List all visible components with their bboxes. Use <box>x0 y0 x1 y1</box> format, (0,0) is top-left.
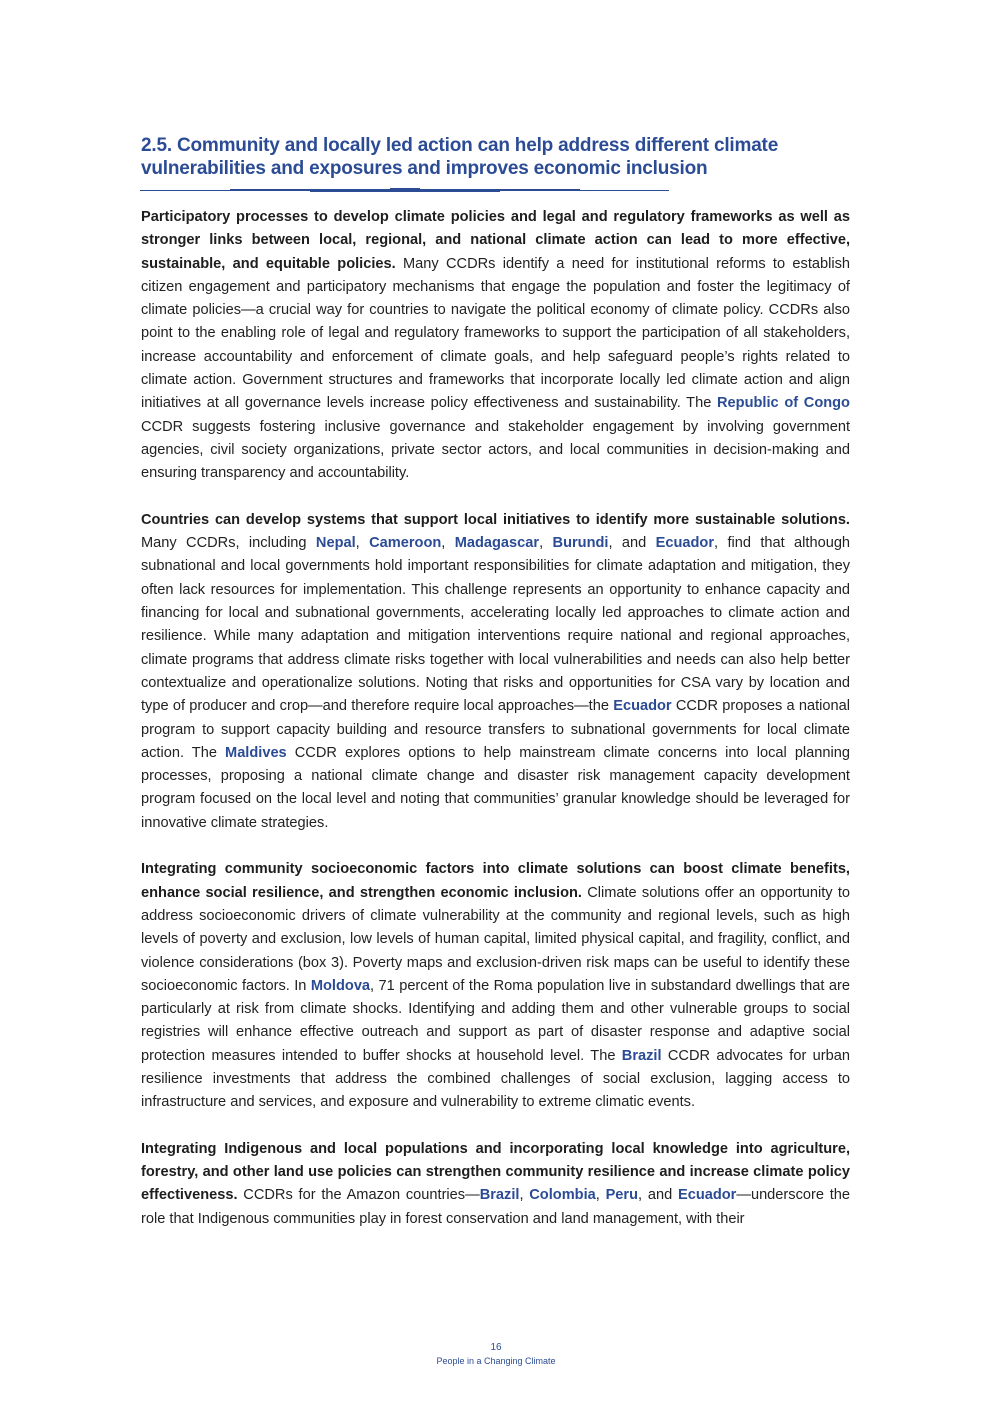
paragraph-text: CCDR explores options to help mainstream climate concerns into local planning processes, proposing a national climate change and disaster risk management capacity development program focused on the local level and noting that communities’ granular knowledge should be leveraged for innovative climate strategies. <box>141 744 850 831</box>
country-link-peru[interactable]: Peru <box>605 1187 639 1204</box>
country-link-colombia[interactable]: Colombia <box>529 1187 596 1204</box>
body-text <box>141 206 850 1254</box>
paragraph-text: Many CCDRs, including <box>141 535 316 552</box>
paragraph-lead: Integrating Indigenous and local populations and incorporating local knowledge into agriculture, forestry, and other land use policies can strengthen community resilience and increase climate policy effectiveness. <box>141 1140 850 1204</box>
paragraph-text: Many CCDRs identify a need for institutional reforms to establish citizen engagement and participatory mechanisms that engage the population and foster the legitimacy of climate policies—a crucial way for countries to navigate the political economy of climate policy. CCDRs also point to the enabling role of legal and regulatory frameworks to support the participation of all stakeholders, increase accountability and enforcement of climate goals, and help safeguard people’s rights related to climate action. Government structures and frameworks that incorporate locally led climate action and align initiatives at all governance levels increase policy effectiveness and sustainability. The <box>141 255 851 412</box>
section-heading <box>141 134 781 180</box>
paragraph-text: —underscore the role that Indigenous communities play in forest conservation and land management, with their <box>141 1187 851 1227</box>
country-link-ecuador[interactable]: Ecuador <box>677 1187 737 1204</box>
paragraph-text: , 71 percent of the Roma population live in substandard dwellings that are particularly at risk from climate shocks. Identifying and adding them and other vulnerable groups to social registries will enhance effective outreach and support as part of disaster response and adaptive social protection measures intended to buffer shocks at household level. The <box>141 977 850 1064</box>
country-link-maldives[interactable]: Maldives <box>225 744 287 761</box>
country-link-ecuador[interactable]: Ecuador <box>613 698 672 715</box>
footer-title: People in a Changing Climate <box>436 1356 556 1366</box>
country-link-brazil[interactable]: Brazil <box>479 1187 520 1204</box>
separator: , and <box>608 535 656 552</box>
paragraph-participatory-processes <box>141 206 850 486</box>
separator: , <box>539 535 553 552</box>
paragraph-lead: Integrating community socioeconomic factors into climate solutions can boost climate benefits, enhance social resilience, and strengthen economic inclusion. <box>141 861 850 901</box>
paragraph-text: CCDR proposes a national program to support capacity building and resource transfers to subnational governments for local climate action. The <box>141 698 851 761</box>
paragraph-lead: Countries can develop systems that support local initiatives to identify more sustainable solutions. <box>141 511 850 528</box>
heading-underline <box>140 188 669 193</box>
section-heading-line-2: vulnerabilities and exposures and improves economic inclusion <box>141 158 708 179</box>
separator: , and <box>638 1187 678 1204</box>
separator: , <box>441 535 455 552</box>
paragraph-indigenous-populations <box>141 1138 850 1231</box>
paragraph-text: CCDR advocates for urban resilience investments that address the combined challenges of social exclusion, lagging access to infrastructure and services, and exposure and vulnerability to extreme climatic events. <box>141 1047 850 1111</box>
paragraph-text: Climate solutions offer an opportunity to address socioeconomic drivers of climate vulnerability at the community and regional levels, such as high levels of poverty and exclusion, low levels of human capital, limited physical capital, and fragility, conflict, and violence considerations (box 3). Poverty maps and exclusion-driven risk maps can be useful to identify these socioeconomic factors. In <box>141 884 850 994</box>
separator: , <box>519 1187 530 1204</box>
page-number: 16 <box>490 1342 502 1353</box>
country-link-nepal[interactable]: Nepal <box>315 535 356 552</box>
country-link-ecuador[interactable]: Ecuador <box>655 535 715 552</box>
country-link-burundi[interactable]: Burundi <box>552 535 609 552</box>
paragraph-text: CCDR suggests fostering inclusive governance and stakeholder engagement by involving government agencies, civil society organizations, private sector actors, and local communities in decision-making and ensuring transparency and accountability. <box>141 418 850 482</box>
section-heading-line-1: 2.5. Community and locally led action can help address different climate <box>141 135 779 156</box>
country-link-moldova[interactable]: Moldova <box>310 977 371 994</box>
paragraph-socioeconomic-factors <box>141 858 850 1114</box>
country-link-madagascar[interactable]: Madagascar <box>454 535 540 552</box>
country-link-republic-of-congo[interactable]: Republic of Congo <box>717 395 850 412</box>
separator: , <box>595 1187 606 1204</box>
country-link-cameroon[interactable]: Cameroon <box>369 535 442 552</box>
paragraph-text: , find that although subnational and local governments hold important responsibilities for climate adaptation and mitigation, they often lack resources for implementation. This challenge represents an opportunity to enhance capacity and financing for local and subnational governments, accelerating locally led approaches to climate action and resilience. While many adaptation and mitigation interventions require national and regional approaches, climate programs that address climate risks together with local vulnerabilities and needs can also help better contextualize and operationalize solutions. Noting that risks and opportunities for CSA vary by location and type of producer and crop—and therefore require local approaches—the <box>141 535 851 715</box>
paragraph-text: CCDRs for the Amazon countries— <box>237 1187 480 1204</box>
paragraph-lead: Participatory processes to develop climate policies and legal and regulatory frameworks as well as stronger links between local, regional, and national climate action can lead to more effective, sustainable, and equitable policies. <box>141 209 850 272</box>
paragraph-local-initiatives <box>141 509 850 835</box>
separator: , <box>355 535 370 552</box>
country-link-brazil[interactable]: Brazil <box>621 1047 662 1064</box>
